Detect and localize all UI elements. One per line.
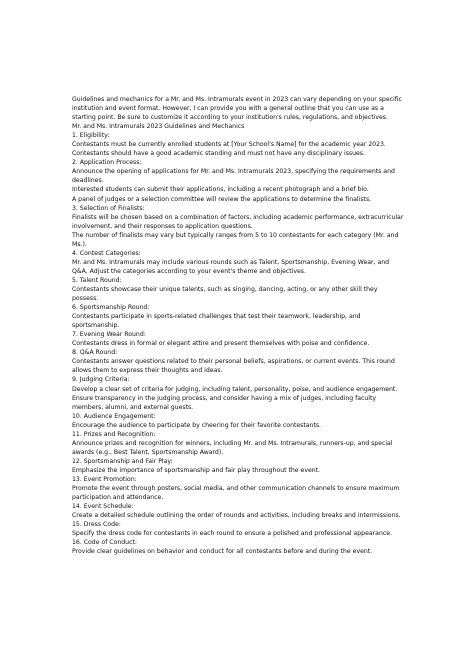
paragraph-dress-code: Specify the dress code for contestants in each round to ensure a polished and professional appearance.	[72, 530, 392, 538]
section-heading-judging: 9. Judging Criteria:	[72, 376, 130, 384]
section-heading-conduct: 16. Code of Conduct:	[72, 539, 137, 547]
paragraph-application-3: A panel of judges or a selection committee will review the applications to determine the finalists.	[72, 195, 372, 203]
paragraph-eligibility-1: Contestants must be currently enrolled students at [Your School's Name] for the academic year 2023.	[72, 141, 386, 149]
section-heading-qa: 8. Q&A Round:	[72, 349, 118, 357]
section-heading-fair-play: 12. Sportsmanship and Fair Play:	[72, 457, 173, 465]
document-title: Mr. and Ms. Intramurals 2023 Guidelines and Mechanics	[72, 123, 245, 131]
section-heading-evening-wear: 7. Evening Wear Round:	[72, 331, 146, 339]
paragraph-conduct: Provide clear guidelines on behavior and conduct for all contestants before and during the event.	[72, 548, 373, 556]
paragraph-eligibility-2: Contestants should have a good academic standing and must not have any disciplinary issues.	[72, 150, 365, 158]
section-heading-prizes: 11. Prizes and Recognition:	[72, 430, 156, 438]
section-heading-categories: 4. Contest Categories:	[72, 249, 141, 257]
section-heading-application: 2. Application Process:	[72, 159, 142, 167]
paragraph-evening-wear: Contestants dress in formal or elegant attire and present themselves with poise and confidence.	[72, 340, 370, 348]
paragraph-selection-1: Finalists will be chosen based on a combination of factors, including academic performance, extracurricular involvement, and their responses to application questions.	[72, 213, 404, 230]
paragraph-promotion: Promote the event through posters, social media, and other communication channels to ensure maximum participation and attendance.	[72, 485, 400, 502]
document-body	[72, 95, 404, 556]
paragraph-categories: Mr. and Ms. Intramurals may include various rounds such as Talent, Sportsmanship, Evening Wear, and Q&A. Adjust the categories according to your event's theme and objectives.	[72, 258, 390, 275]
section-heading-schedule: 14. Event Schedule:	[72, 503, 134, 511]
paragraph-prizes: Announce prizes and recognition for winners, including Mr. and Ms. Intramurals, runners-up, and special awards (e.g., Best Talent, Sportsmanship Award).	[72, 439, 393, 456]
paragraph-fair-play: Emphasize the importance of sportsmanship and fair play throughout the event.	[72, 466, 320, 474]
paragraph-selection-2: The number of finalists may vary but typically ranges from 5 to 10 contestants for each category (Mr. and Ms.).	[72, 231, 399, 248]
paragraph-judging-2: Ensure transparency in the judging process, and consider having a mix of judges, including faculty members, alumni, and external guests.	[72, 394, 377, 411]
paragraph-audience: Encourage the audience to participate by cheering for their favorite contestants.	[72, 421, 322, 429]
paragraph-application-1: Announce the opening of applications for Mr. and Ms. Intramurals 2023, specifying the requirements and deadlines.	[72, 168, 395, 185]
paragraph-judging-1: Develop a clear set of criteria for judging, including talent, personality, poise, and audience engagement.	[72, 385, 398, 393]
section-heading-selection: 3. Selection of Finalists:	[72, 204, 145, 212]
paragraph-application-2: Interested students can submit their applications, including a recent photograph and a brief bio.	[72, 186, 369, 194]
paragraph-sportsmanship-round: Contestants participate in sports-related challenges that test their teamwork, leadership, and sportsmanship.	[72, 313, 361, 330]
paragraph-talent: Contestants showcase their unique talents, such as singing, dancing, acting, or any other skill they possess.	[72, 285, 378, 303]
section-heading-dress-code: 15. Dress Code:	[72, 521, 121, 529]
paragraph-qa: Contestants answer questions related to their personal beliefs, aspirations, or current events. This round allows them to express their thoughts and ideas.	[72, 358, 395, 375]
section-heading-sportsmanship-round: 6. Sportsmanship Round:	[72, 304, 150, 312]
section-heading-talent: 5. Talent Round:	[72, 276, 122, 284]
section-heading-eligibility: 1. Eligibility:	[72, 132, 110, 140]
section-heading-audience: 10. Audience Engagement:	[72, 412, 156, 420]
paragraph-schedule: Create a detailed schedule outlining the order of rounds and activities, including breaks and intermissions.	[72, 512, 401, 520]
section-heading-promotion: 13. Event Promotion:	[72, 475, 137, 483]
intro-paragraph: Guidelines and mechanics for a Mr. and Ms. Intramurals event in 2023 can vary depending on your specific institution and event format. However, I can provide you with a general outline that you can use as a starting point. Be sure to customize it according to your institution's rules, regulations, and objectives.	[72, 96, 402, 122]
